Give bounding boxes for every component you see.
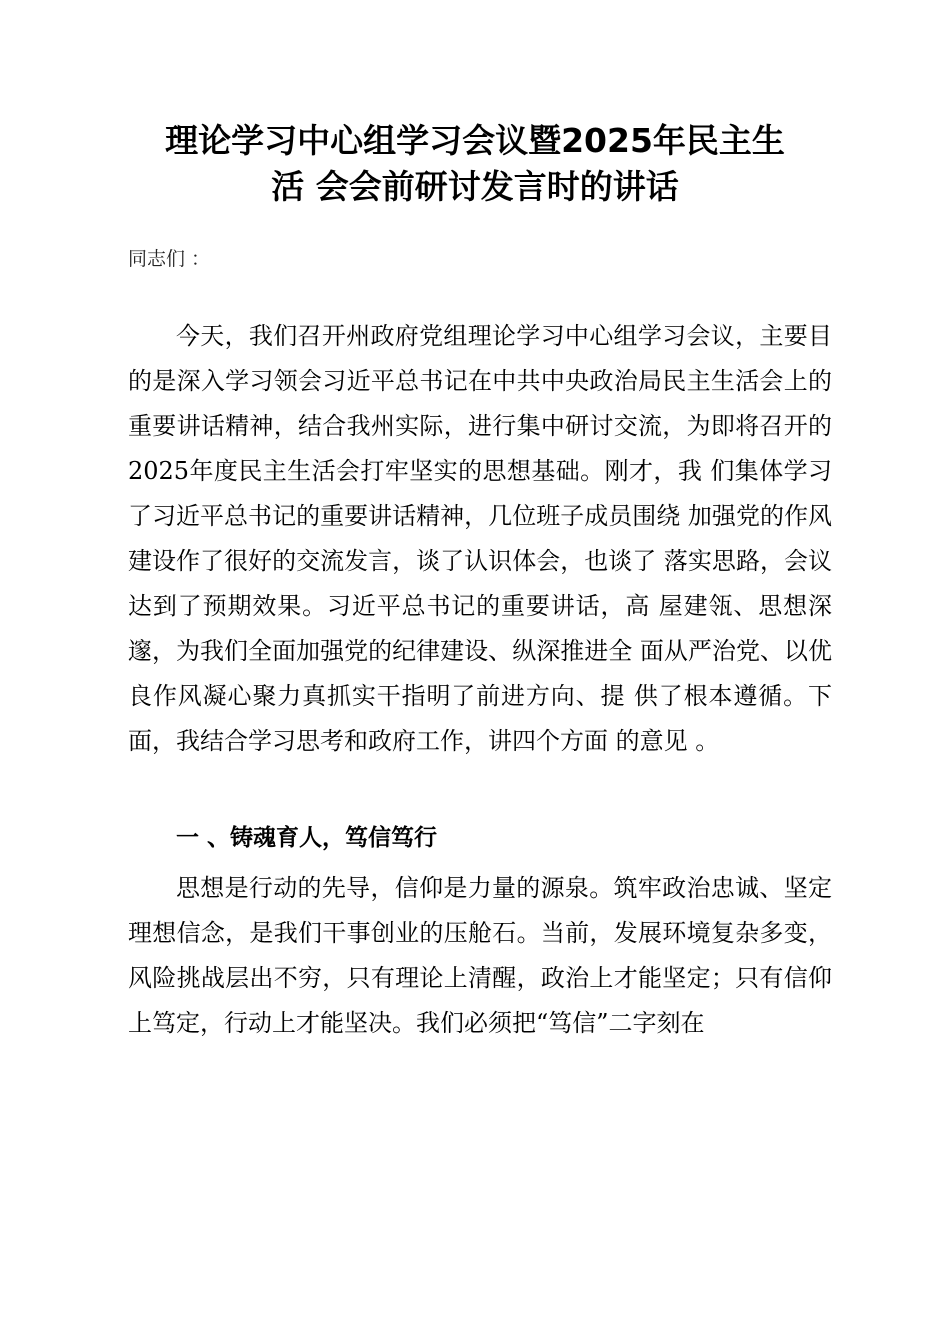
section-heading-1: 一 、铸魂育人，笃信笃行 <box>176 825 438 851</box>
paragraph-section-1: 思想是行动的先导，信仰是力量的源泉。筑牢政治忠诚、坚定理想信念，是我们干事创业的压舱石。当前，发展环境复杂多变，风险挑战层出不穷，只有理论上清醒，政治上才能坚定；只有信仰上笃定，行动上才能坚决。我们必须把“笃信”二字刻在 <box>128 874 832 1037</box>
salutation: 同志们 ： <box>128 248 211 270</box>
paragraph-intro: 今天，我们召开州政府党组理论学习中心组学习会议，主要目的是深入学习领会习近平总书记在中共中央政治局民主生活会上的重要讲话精神，结合我州实际，进行集中研讨交流，为即将召开的2025年度民主生活会打牢坚实的思想基础。刚才，我 们集体学习了习近平总书记的重要讲话精神，几位班子成员围绕 加强党的作风建设作了很好的交流发言，谈了认识体会，也谈了 落实思路，会议达到了预期效果。习近平总书记的重要讲话，高 屋建瓴、思想深邃，为我们全面加强党的纪律建设、纵深推进全 面从严治党、以优良作风凝心聚力真抓实干指明了前进方向、提 供了根本遵循。下面，我结合学习思考和政府工作，讲四个方面 的意见 。 <box>128 322 832 755</box>
title-line-1: 理论学习中心组学习会议暨2025年民主生 <box>165 121 785 160</box>
document-title <box>120 118 830 210</box>
title-line-2: 活 会会前研讨发言时的讲话 <box>271 167 679 206</box>
